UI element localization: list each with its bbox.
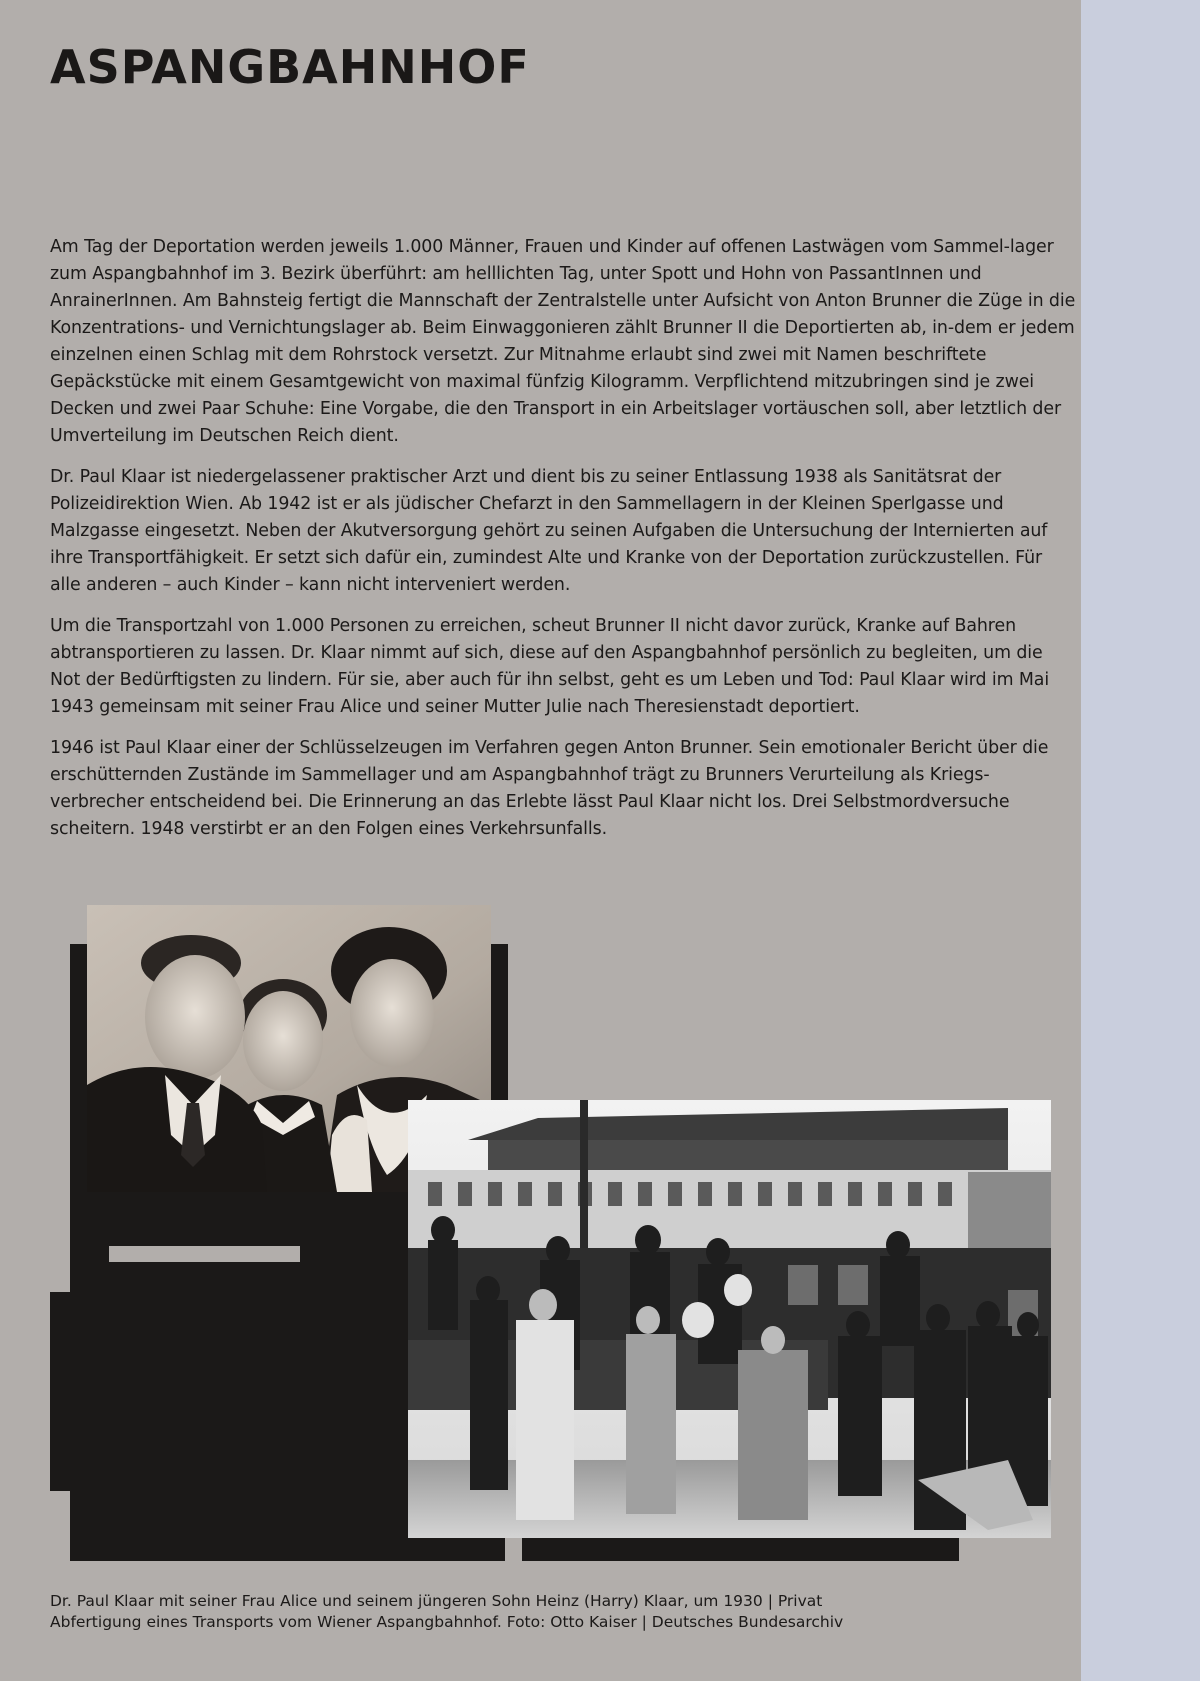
photo-captions [50,1591,1050,1633]
caption-family-portrait: Dr. Paul Klaar mit seiner Frau Alice und seinem jüngeren Sohn Heinz (Harry) Klaar, um 1930 | Privat [50,1592,823,1610]
collage-block [50,1292,408,1491]
page-title: ASPANGBAHNHOF [50,40,530,94]
station-transport-photo [408,1100,1051,1538]
paragraph-klaar-doctor: Dr. Paul Klaar ist niedergelassener praktischer Arzt und dient bis zu seiner Entlassung 1938 als Sanitätsrat der Polizeidirektion Wien. Ab 1942 ist er als jüdischer Chefarzt in den Sammellagern in der Kleinen Sperlgasse und Malzgasse eingesetzt. Neben der Akutversorgung gehört zu seinen Aufgaben die Untersuchung der Internierten auf ihre Transportfähigkeit. Er setzt sich dafür ein, zumindest Alte und Kranke von der Deportation zurückzustellen. Für alle anderen – auch Kinder – kann nicht interveniert werden. [50,467,1048,595]
paragraph-deportation: Am Tag der Deportation werden jeweils 1.000 Männer, Frauen und Kinder auf offenen Lastwägen vom Sammel-lager zum Aspangbahnhof im 3. Bezirk überführt: am helllichten Tag, unter Spott und Hohn von PassantInnen und AnrainerInnen. Am Bahnsteig fertigt die Mannschaft der Zentralstelle unter Aufsicht von Anton Brunner die Züge in die Konzentrations- und Vernichtungslager ab. Beim Einwaggonieren zählt Brunner II die Deportierten ab, in-dem er jedem einzelnen einen Schlag mit dem Rohrstock versetzt. Zur Mitnahme erlaubt sind zwei mit Namen beschriftete Gepäckstücke mit einem Gesamtgewicht von maximal fünfzig Kilogramm. Verpflichtend mitzubringen sind je zwei Decken und zwei Paar Schuhe: Eine Vorgabe, die den Transport in ein Arbeitslager vortäuschen soll, aber letztlich der Umverteilung im Deutschen Reich dient. [50,237,1076,446]
paragraph-transport: Um die Transportzahl von 1.000 Personen zu erreichen, scheut Brunner II nicht davor zurück, Kranke auf Bahren abtransportieren zu lassen. Dr. Klaar nimmt auf sich, diese auf den Aspangbahnhof persönlich zu begleiten, um die Not der Bedürftigsten zu lindern. Für sie, aber auch für ihn selbst, geht es um Leben und Tod: Paul Klaar wird im Mai 1943 gemeinsam mit seiner Frau Alice und seiner Mutter Julie nach Theresienstadt deportiert. [50,616,1050,717]
body-text [50,234,1076,857]
paragraph-testimony: 1946 ist Paul Klaar einer der Schlüsselzeugen im Verfahren gegen Anton Brunner. Sein emotionaler Bericht über die erschütternden Zustände im Sammellager und am Aspangbahnhof trägt zu Brunners Verurteilung als Kriegs-verbrecher entscheidend bei. Die Erinnerung an das Erlebte lässt Paul Klaar nicht los. Drei Selbstmordversuche scheitern. 1948 verstirbt er an den Folgen eines Verkehrsunfalls. [50,738,1049,839]
collage-block [70,1262,408,1294]
caption-station-photo: Abfertigung eines Transports vom Wiener Aspangbahnhof. Foto: Otto Kaiser | Deutsches Bundesarchiv [50,1613,844,1631]
side-color-strip [1081,0,1200,1681]
